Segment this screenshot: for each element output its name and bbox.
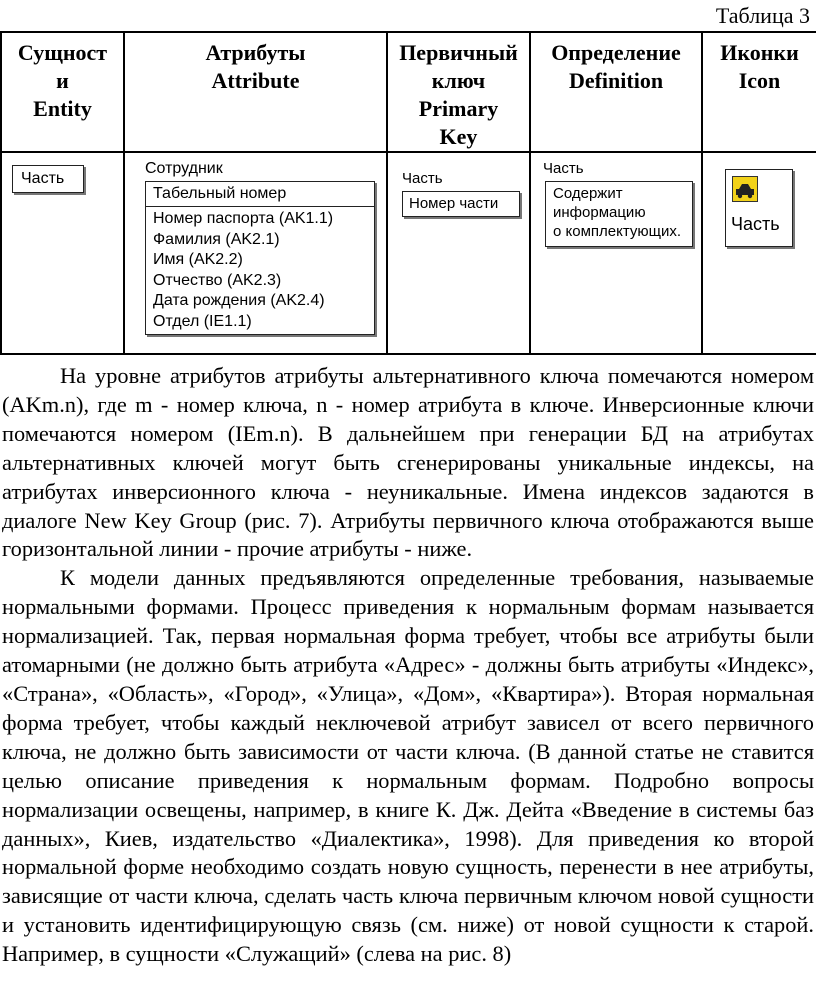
- attribute-item: Имя (AK2.2): [153, 251, 243, 268]
- attribute-item: Дата рождения (AK2.4): [153, 292, 325, 309]
- attribute-item: Фамилия (AK2.1): [153, 230, 280, 248]
- icon-entity-label: Часть: [731, 214, 780, 234]
- header-line: и: [56, 68, 69, 93]
- definition-example-cell: [530, 152, 702, 354]
- header-line: Primary: [418, 96, 499, 121]
- er-notation-table: [0, 31, 816, 355]
- attribute-item: Отчество (AK2.3): [153, 271, 282, 289]
- header-line: Определение: [551, 40, 681, 65]
- entity-example-cell: [1, 152, 124, 354]
- header-attribute: [124, 32, 387, 152]
- primary-key-box: [402, 191, 520, 217]
- header-line: Иконки: [720, 40, 799, 65]
- header-line: Key: [439, 124, 478, 149]
- attribute-example-cell: [124, 152, 387, 354]
- entity-box: [12, 165, 84, 193]
- header-line: Attribute: [211, 68, 300, 93]
- body-text: [2, 362, 814, 969]
- attribute-item: Номер паспорта (AK1.1): [153, 210, 334, 227]
- table-header-row: [1, 32, 816, 152]
- entity-name: Сотрудник: [145, 160, 223, 177]
- entity-name: Часть: [543, 160, 584, 177]
- icon-entity-box: [725, 169, 793, 247]
- paragraph: К модели данных предъявляются определенные требования, называемые нормальными формами. Процесс приведения к нормальным формам называется нормализацией. Так, первая нормальная форма требует, чтобы все атрибуты были атомарными (не должно быть атрибута «Адрес» - должны быть атрибуты «Индекс», «Страна», «Область», «Город», «Улица», «Дом», «Квартира»). Вторая нормальная форма требует, чтобы каждый неключевой атрибут зависел от всего первичного ключа, не должно быть зависимости от части ключа. (В данной статье не ставится целью описание приведения к нормальным формам. Подробно вопросы нормализации освещены, например, в книге К. Дж. Дейта «Введение в системы баз данных», Киев, издательство «Диалектика», 1998). Для приведения ко второй нормальной форме необходимо создать новую сущность, перенести в нее атрибуты, зависящие от части ключа, сделать часть ключа первичным ключом новой сущности и установить идентифицирующую связь (см. ниже) от новой сущности к старой. Например, в сущности «Служащий» (слева на рис. 8): [2, 565, 814, 967]
- icon-example-cell: [702, 152, 816, 354]
- definition-line: Содержит: [553, 185, 623, 202]
- definition-text: [553, 184, 681, 241]
- paragraph: На уровне атрибутов атрибуты альтернативного ключа помечаются номером (AKm.n), где m - номер ключа, n - номер атрибута в ключе. Инверсионные ключи помечаются номером (IEm.n). В дальнейшем при генерации БД на атрибутах альтернативных ключей могут быть сгенерированы уникальные индексы, на атрибутах инверсионного ключа - неуникальные. Имена индексов задаются в диалоге New Key Group (рис. 7). Атрибуты первичного ключа отображаются выше горизонтальной линии - прочие атрибуты - ниже.: [2, 363, 814, 562]
- definition-box: [545, 181, 693, 247]
- header-line: ключ: [431, 68, 486, 93]
- primary-key-attribute: Табельный номер: [153, 185, 287, 202]
- header-line: Entity: [33, 96, 92, 121]
- definition-line: о комплектующих.: [553, 223, 682, 240]
- header-line: Сущност: [17, 40, 108, 65]
- entity-attribute-box: [145, 181, 375, 335]
- key-divider-line: [146, 206, 374, 207]
- table-example-row: [1, 152, 816, 354]
- definition-line: информацию: [553, 204, 646, 221]
- car-icon: [732, 176, 758, 202]
- header-line: Icon: [738, 68, 781, 93]
- header-primary-key: [387, 32, 530, 152]
- attribute-item: Отдел (IE1.1): [153, 312, 252, 330]
- header-line: Definition: [568, 68, 664, 93]
- entity-name: Часть: [402, 170, 443, 187]
- table-caption: Таблица 3: [715, 3, 810, 28]
- header-definition: [530, 32, 702, 152]
- primary-key-label: Номер части: [409, 195, 499, 212]
- header-entity: [1, 32, 124, 152]
- entity-box-label: Часть: [21, 170, 65, 187]
- header-line: Первичный: [399, 40, 518, 65]
- attribute-list: [153, 209, 333, 332]
- header-line: Атрибуты: [205, 40, 306, 65]
- header-icon: [702, 32, 816, 152]
- primary-key-example-cell: [387, 152, 530, 354]
